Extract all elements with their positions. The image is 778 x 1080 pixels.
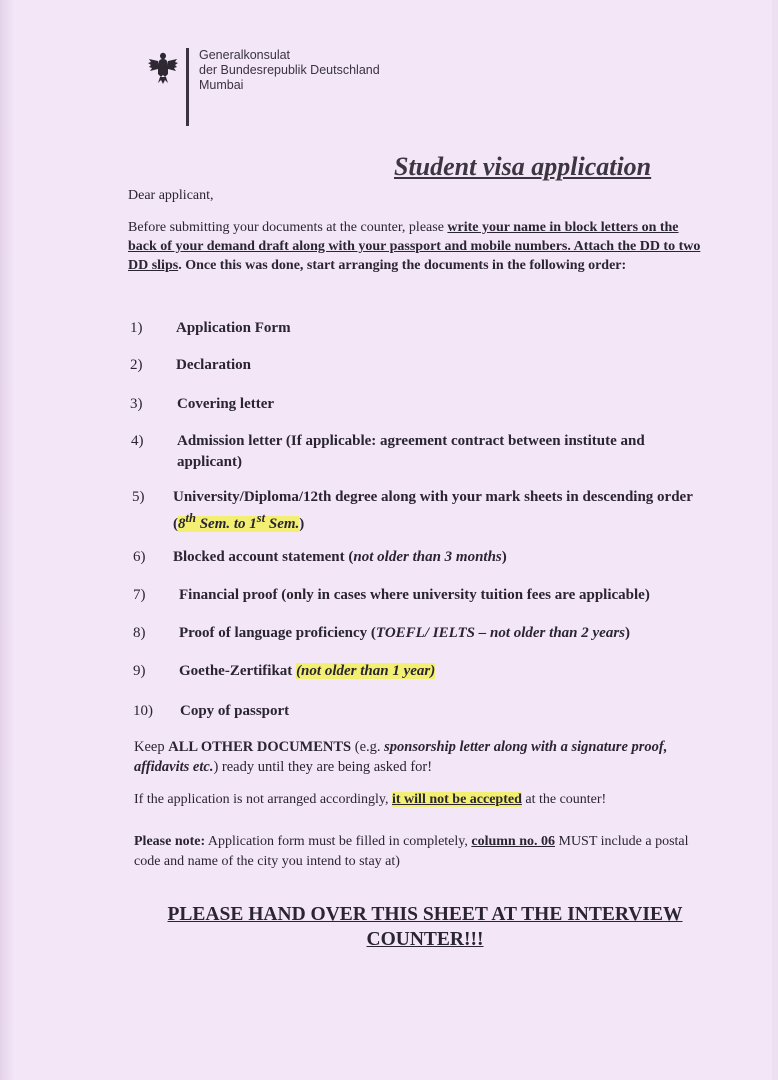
- federal-eagle-icon: [148, 50, 178, 86]
- semester-end-suffix: st: [256, 511, 266, 525]
- intro-text-1: Before submitting your documents at the counter, please: [128, 220, 448, 235]
- letterhead: [148, 48, 380, 126]
- item-text-italic: not older than 3 months: [353, 549, 502, 565]
- item-text: [179, 661, 435, 682]
- item-text-end: ): [299, 516, 305, 532]
- item-text: Covering letter: [177, 396, 275, 412]
- item-text-main: Goethe-Zertifikat: [179, 663, 297, 679]
- item-number: 10): [133, 703, 153, 719]
- warning-text-2: at the counter!: [521, 792, 607, 807]
- intro-paragraph: [128, 218, 703, 275]
- item-number: 1): [130, 320, 143, 336]
- item-text-main: University/Diploma/12th degree along with your mark sheets in descending order (: [173, 489, 693, 532]
- consulate-line-3: Mumbai: [199, 78, 244, 92]
- keep-text-1: Keep: [134, 739, 169, 755]
- item-number: 8): [133, 625, 146, 641]
- consulate-name: [199, 48, 380, 126]
- item-text-end: ): [625, 625, 630, 641]
- note-text-2: MUST include a postal code and name of the city you intend to stay at): [134, 834, 689, 869]
- note-label: Please note:: [134, 834, 206, 849]
- item-number: 5): [132, 489, 145, 505]
- item-text: [173, 487, 713, 535]
- greeting: Dear applicant,: [128, 188, 214, 203]
- keep-emphasis: ALL OTHER DOCUMENTS: [168, 739, 352, 755]
- paper-edge-right: [772, 0, 778, 1080]
- item-text: Declaration: [176, 357, 251, 373]
- letterhead-divider: [186, 48, 189, 126]
- keep-documents-paragraph: [134, 737, 709, 777]
- item-number: 9): [133, 663, 146, 679]
- item-text-end: ): [501, 549, 507, 565]
- intro-instruction: write your name in block letters on the back of your demand draft along with your passport and mobile numbers. Attach the DD to two DD slips: [128, 220, 701, 273]
- consulate-line-1: Generalkonsulat: [199, 48, 291, 62]
- item-text: [179, 623, 630, 644]
- item-number: 3): [130, 396, 143, 412]
- warning-text-1: If the application is not arranged accordingly,: [134, 792, 392, 807]
- item-text: Admission letter (If applicable: agreement contract between institute and applicant): [177, 433, 645, 470]
- item-text: [173, 547, 507, 568]
- item-number: 4): [131, 433, 144, 449]
- item-number: 2): [130, 357, 143, 373]
- warning-paragraph: [134, 790, 714, 810]
- keep-text-3: ) ready until they are being asked for!: [213, 759, 433, 775]
- consulate-line-2: der Bundesrepublik Deutschland: [199, 63, 380, 77]
- item-text: Copy of passport: [180, 703, 290, 719]
- item-text-main: Proof of language proficiency (: [179, 625, 376, 641]
- document-title: Student visa application: [394, 152, 652, 181]
- semester-label: Sem.: [265, 516, 300, 532]
- item-number: 7): [133, 587, 146, 603]
- intro-text-3: . Once this was done, start arranging the documents in the following order:: [178, 258, 627, 273]
- paper-edge-shadow: [0, 0, 14, 1080]
- semester-start: 8: [178, 516, 186, 532]
- item-text-main: Blocked account statement (: [173, 549, 354, 565]
- note-paragraph: [134, 832, 714, 872]
- keep-examples: sponsorship letter along with a signature proof, affidavits etc.: [134, 739, 668, 775]
- item-text-italic: TOEFL/ IELTS – not older than 2 years: [375, 625, 625, 641]
- validity-highlight: (not older than 1 year): [296, 663, 436, 679]
- not-accepted-highlight: it will not be accepted: [392, 792, 522, 807]
- item-text: Application Form: [176, 320, 291, 336]
- keep-text-2: (e.g.: [351, 739, 385, 755]
- note-text-1: Application form must be filled in completely,: [205, 834, 472, 849]
- column-reference: column no. 06: [471, 834, 555, 849]
- semester-end: Sem. to 1: [195, 516, 257, 532]
- semester-highlight: [178, 511, 300, 532]
- item-number: 6): [133, 549, 146, 565]
- hand-over-notice: PLEASE HAND OVER THIS SHEET AT THE INTERVIEW COUNTER!!!: [167, 904, 683, 950]
- item-text: Financial proof (only in cases where university tuition fees are applicable): [179, 587, 650, 603]
- semester-start-suffix: th: [185, 511, 196, 525]
